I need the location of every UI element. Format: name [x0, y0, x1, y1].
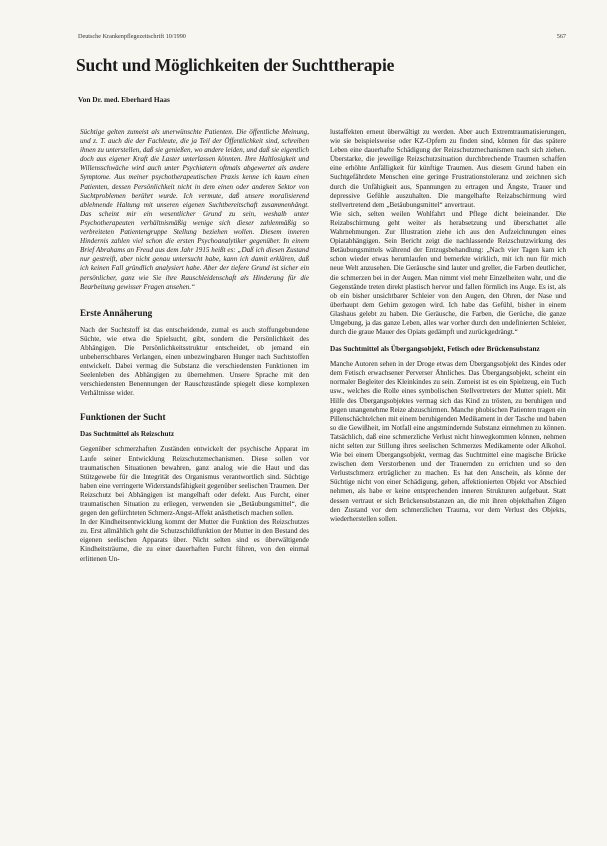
paragraph-erste: Nach der Suchtstoff ist das entscheidende, zumal es auch stoffungebundene Süchte, wie etwa die Spielsucht, gibt, sondern die Persönlichkeit des Abhängigen. Die Persönlichkeitsstruktur entscheidet, ob jemand ein unbeherrschbares Verlangen, einen unbezwingbaren Hunger nach Suchtstoffen entwickelt. Dabei vermag die Substanz die verschiedensten Funktionen im Seelenleben des Abhängigen zu übernehmen. Unsere Sprache mit den verschiedensten Benennungen der Rauschzustände spiegelt diese komplexen Verhältnisse wider.: [80, 325, 309, 398]
author-line: Von Dr. med. Eberhard Haas: [78, 95, 170, 104]
right-column: [330, 128, 566, 524]
section-heading-erste: Erste Annäherung: [80, 307, 153, 318]
paragraph-reizschutz-1: Gegenüber schmerzhaften Zuständen entwickelt der psychische Apparat im Laufe seiner Entwicklung Reizschutzmechanismen. Diese sollen vor traumatischen Situationen bewahren, ganz analog wie die Haut und das Stützgewebe für die Integrität des Organismus verantwortlich sind. Süchtige haben eine verringerte Widerstandsfähigkeit gegenüber seelischen Traumen. Der Reizschutz bei Abhängigen ist mangelhaft oder defekt. Aus Furcht, einer traumatischen Situation zu erliegen, verwenden sie „Betäubungsmittel“, die gegen den gefürchteten Schmerz-Angst-Affekt anästhetisch machen sollen.: [80, 445, 309, 518]
page-number: 567: [556, 33, 566, 40]
running-head: [78, 33, 566, 40]
intro-paragraph: Süchtige gelten zumeist als unerwünschte Patienten. Die öffentliche Meinung, und z. T. auch die der Fachleute, die ja Teil der Öffentlichkeit sind, schreiben ihnen zu unterstellen, daß sie genießen, wo andere leiden, und daß sie eigentlich doch aus eigener Kraft die Laster unterlassen könnten. Ihre Haltlosigkeit und Willensschwäche wird auch unter Psychiatern oftmals abgewertet als andere Symptome. Aus meiner psychotherapeutischen Praxis kenne ich kaum einen Patienten, dessen Persönlichkeit nicht in dem einen oder anderen Sektor von Suchtproblemen berührt wurde. Ich vermute, daß unsere moralisierend ablehnende Haltung mit unseren eigenen Suchtbereitschaft zusammenhängt. Das scheint mir ein wesentlicher Grund zu sein, weshalb unter Psychotherapeuten verhältnismäßig wenige sich dieser zahlenmäßig so verbreiteten Patientengruppe Stellung beziehen wollen. Diesem inneren Hindernis zahlen viel schon die ersten Psychoanalytiker gegenüber. In einem Brief Abrahams an Freud aus dem Jahr 1915 heißt es: „Daß ich diesen Zustand nur gestreift, aber nicht genau untersucht habe, kann ich damit erklären, daß ich keinen Fall gründlich analysiert habe. Aber der tiefere Grund ist sicher ein persönlicher, ganz wie Sie ihre Rauschleidenschaft als Hinderung für die Bearbeitung gewisser Fragen ansehen.“: [80, 128, 309, 291]
paragraph-uebergang: Manche Autoren sehen in der Droge etwas dem Übergangsobjekt des Kindes oder dem Fetisch erwachsener Perverser Ähnliches. Das Übergangsobjekt, scheint ein normaler Begleiter des Kleinkindes zu sein. Zumeist ist es ein Spielzeug, ein Tuch usw., welches die Rolle eines symbolischen Stellvertreters der Mutter spielt. Mit Hilfe des Übergangsobjektes vermag sich das Kind zu trösten, zu beruhigen und gegen unangenehme Reize abzuschirmen. Manche phobischen Patienten tragen ein Pillenschächtelchen mit einem beruhigenden Medikament in der Tasche und haben so die Gewißheit, im Notfall eine angstmindernde Substanz einnehmen zu können. Tatsächlich, daß eine schmerzliche Verlust nicht hinwegkommen können, nehmen nicht selten zur Stillung ihres seelischen Schmerzes Medikamente oder Alkohol. Wie bei einem Übergangsobjekt, vermag das Suchtmittel eine magische Brücke zwischen dem Verstorbenen und der Trauernden zu errichten und so den Verlustschmerz erträglicher zu machen. Es hat den Anschein, als könne der Süchtige nicht von einer Schädigung, gehen, affektionierten Objekt vor Abschied nehmen, als habe er keine entsprechenden inneren Strukturen aufgebaut. Statt dessen vertraut er sich Brückensubstanzen an, die mit ihren objekthaften Zügen den Zustand vor dem schmerzlichen Trauma, vor dem Verlust des Objekts, wiederherstellen sollen.: [330, 360, 566, 523]
paragraph-right-2: Wie sich, selten weilen Wohlfahrt und Pflege dicht beieinander. Die Reizabschirmung geht weiter als herabsetzung und überschattet alle Wahrnehmungen. Zur Illustration ziehe ich aus den Aufzeichnungen eines Opiatabhängigen. Sein Bericht zeigt die nachlassende Reizschutzwirkung des Betäubungsmittels während der Entzugsbehandlung: „Nach vier Tagen kam ich schon wieder etwas herumlaufen und bemerkte wirklich, mit ich nun für mich neue Welt anzusehen. Die Geräusche sind lauter und greller, die Farben deutlicher, die schmerzen bei in der Augen. Man nimmt viel mehr Einzelheiten wahr, und die Gegenstände treten direkt plastisch hervor und fallen förmlich ins Auge. Es ist, als ob ein bisher unsichtbarer Schleier von den Augen, den Ohren, der Nase und überhaupt dem Gehirn gezogen wird. Ich habe das Gefühl, bisher in einem Glashaus gelebt zu haben. Die Geräusche, die Farben, die Gerüche, die ganze Umgebung, ja das ganze Leben, alles war vorher durch den undefinierten Schleier, durch die graue Mauer des Opiats gedämpft und zurückgedrängt.“: [330, 209, 566, 337]
subheading-uebergangsobjekt: Das Suchtmittel als Übergangsobjekt, Fetisch oder Brückensubstanz: [330, 345, 540, 354]
paragraph-reizschutz-2: In der Kindheitsentwicklung kommt der Mutter die Funktion des Reizschutzes zu. Erst allmählich geht die Schutzschildfunktion der Mutter in den Bestand des eigenen seelischen Apparats über. Nicht selten sind es überwältigende Kindheitsträume, die zu einer dauerhaften Furcht führen, von den einmal erlittenen Un-: [80, 518, 309, 563]
paragraph-right-1: lustaffekten erneut überwältigt zu werden. Aber auch Extremtraumatisierungen, wie sie beispielsweise oder KZ-Opfern zu finden sind, können für das spätere Leben eine dauerhafte Schädigung der Reizschutzmechanismen nach sich ziehen. Überstarke, die jeweilige Reizschutzsituation durchbrechende Traumen schaffen eine erhöhte Anfälligkeit für künftige Traumen. Aus diesem Grund haben ein Suchtgefährdete Menschen eine geringe Frustrationstoleranz und zeichnen sich durch die Unfähigkeit aus, Spannungen zu ertragen und Ängste, Trauer und depressive Gefühle auszuhalten. Die mangelhafte Reizabschirmung wird stellvertretend dem „Betäubungsmittel“ anvertraut.: [330, 128, 566, 209]
subheading-reizschutz: Das Suchtmittel als Reizschutz: [80, 430, 175, 439]
article-title: Sucht und Möglichkeiten der Suchttherapie: [76, 55, 395, 75]
left-column: [80, 128, 309, 564]
section-heading-funktionen: Funktionen der Sucht: [80, 412, 166, 423]
journal-name: Deutsche Krankenpflegezeitschrift 10/1990: [78, 33, 186, 40]
